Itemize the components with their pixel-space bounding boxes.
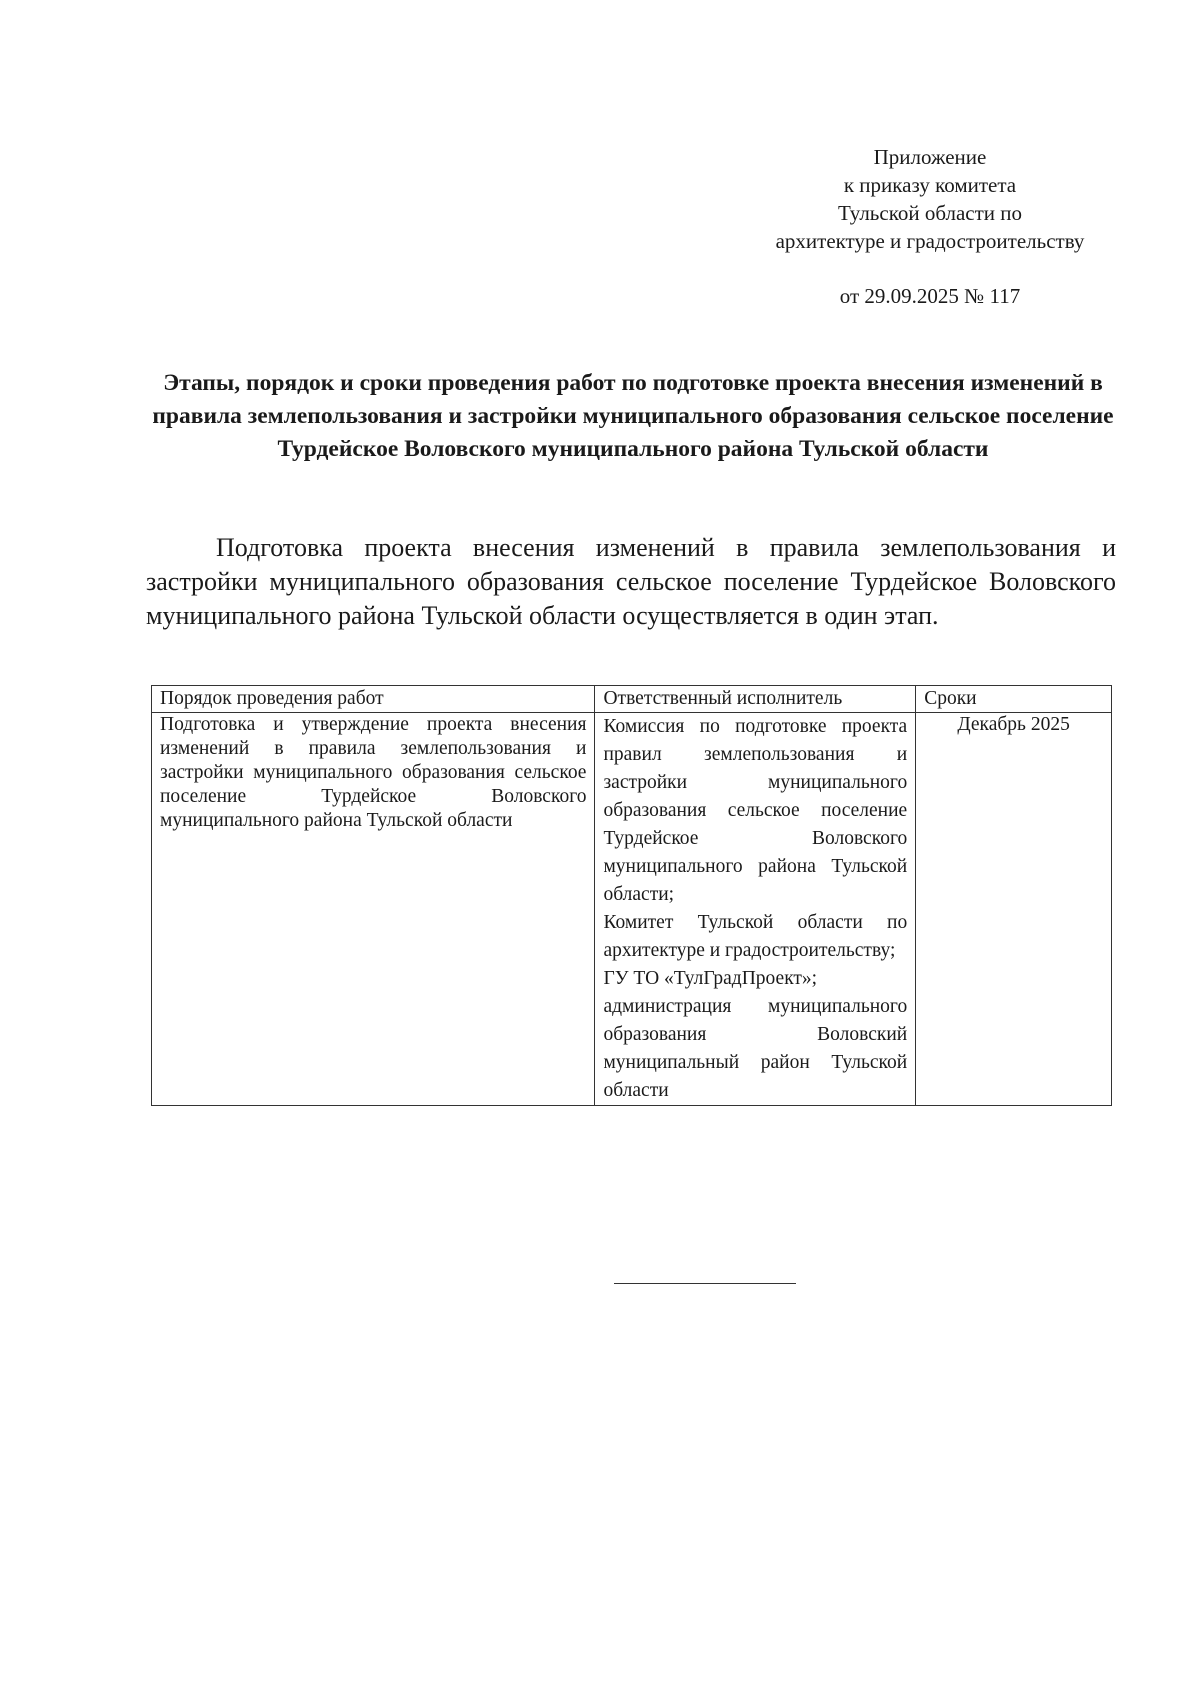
responsible-item-administration: администрация муниципального образования Воловский муниципальный район Тульской области <box>603 996 908 1101</box>
responsible-item-committee: Комитет Тульской области по архитектуре и градостроительству; <box>603 912 908 961</box>
cell-order: Подготовка и утверждение проекта внесения изменений в правила землепользования и застройки муниципального образования сельское поселение Турдейское Воловского муниципального района Тульской области <box>152 713 595 1106</box>
annex-date-number: от 29.09.2025 № 117 <box>839 284 1021 308</box>
annex-block <box>720 143 1140 255</box>
header-term: Сроки <box>916 686 1112 713</box>
stages-table <box>151 685 1112 1106</box>
document-title: Этапы, порядок и сроки проведения работ по подготовке проекта внесения изменений в правила землепользования и застройки муниципального образования сельское поселение Турдейское Воловского муниципального района Тульской области <box>152 370 1114 462</box>
annex-line-2: к приказу комитета <box>843 173 1017 197</box>
responsible-item-tulgradproekt: ГУ ТО «ТулГрадПроект»; <box>603 968 818 989</box>
responsible-item-commission: Комиссия по подготовке проекта правил землепользования и застройки муниципального образования сельское поселение Турдейское Воловского муниципального района Тульской области; <box>603 716 908 905</box>
table-header-row <box>152 686 1112 713</box>
annex-line-4: архитектуре и градостроительству <box>775 229 1085 253</box>
header-order: Порядок проведения работ <box>152 686 595 713</box>
intro-paragraph: Подготовка проекта внесения изменений в правила землепользования и застройки муниципального образования сельское поселение Турдейское Воловского муниципального района Тульской области осуществляется в один этап. <box>146 533 1116 630</box>
cell-term: Декабрь 2025 <box>916 713 1112 1106</box>
annex-line-1: Приложение <box>873 145 987 169</box>
cell-responsible <box>595 713 916 1106</box>
annex-line-3: Тульской области по <box>837 201 1023 225</box>
header-responsible: Ответственный исполнитель <box>595 686 916 713</box>
closing-separator-line <box>614 1283 796 1284</box>
table-row <box>152 713 1112 1106</box>
